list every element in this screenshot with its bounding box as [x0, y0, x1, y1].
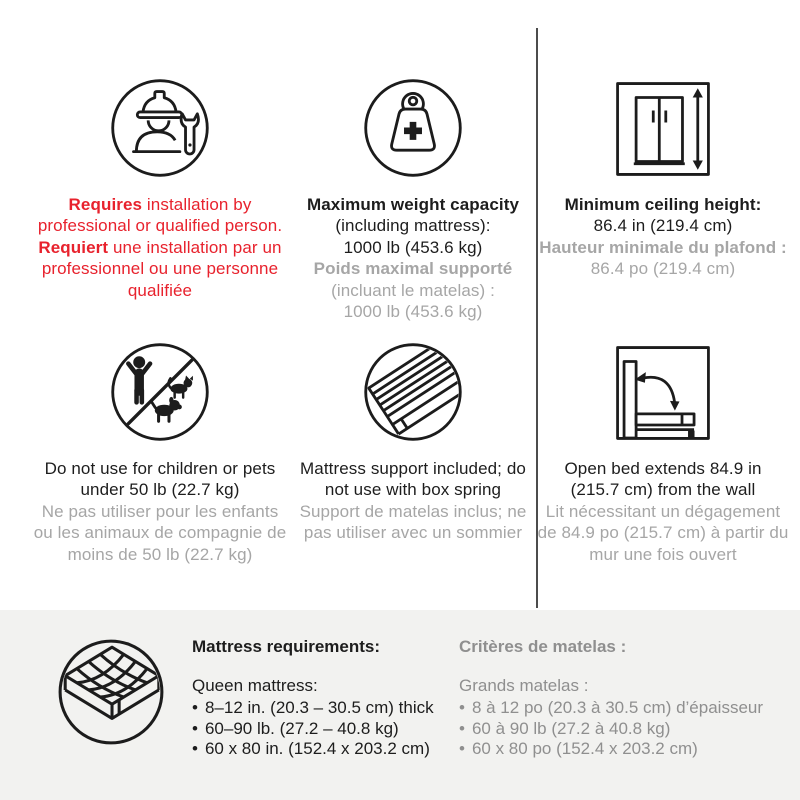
list-item: • 60 x 80 po (152.4 x 203.2 cm): [459, 739, 763, 760]
installation-requirement-text: [38, 194, 282, 301]
text-line: mur une fois ouvert: [589, 544, 737, 564]
text-line: professional or qualified person.: [37, 216, 283, 236]
no-children-pets-icon: [108, 340, 212, 444]
text-line: (215.7 cm) from the wall: [570, 480, 756, 500]
list-item: • 8 à 12 po (20.3 à 30.5 cm) d’épaisseur: [459, 698, 763, 719]
text-line: (incluant le matelas) :: [331, 280, 495, 300]
text-line: Do not use for children or pets: [44, 459, 276, 478]
installer-icon: [108, 76, 212, 180]
criteres-matelas-heading: Critères de matelas :: [459, 637, 627, 656]
mattress-requirements-panel: [0, 610, 800, 800]
no-children-pets-text: [34, 458, 287, 565]
ceiling-height-icon: [612, 76, 714, 180]
open-bed-clearance-block: [537, 340, 789, 565]
text-line: Mattress support included; do: [300, 459, 526, 478]
text-line: 1000 lb (453.6 kg): [343, 302, 483, 322]
mattress-specs-list-en: [192, 698, 434, 760]
text-line: Lit nécessitant un dégagement: [545, 501, 781, 521]
mattress-requirements-heading: Mattress requirements:: [192, 637, 381, 656]
text-line: Maximum weight capacity: [306, 195, 520, 214]
ceiling-height-block: [539, 76, 787, 280]
text-line: Hauteur minimale du plafond :: [539, 237, 787, 257]
mattress-support-text: [300, 458, 527, 544]
text-line: 86.4 in (219.4 cm): [593, 216, 733, 236]
text-line: ou les animaux de compagnie de: [33, 523, 287, 543]
ceiling-height-text: [539, 194, 787, 280]
text-line: 86.4 po (219.4 cm): [590, 259, 736, 279]
text-line: Support de matelas inclus; ne: [299, 501, 527, 521]
column-divider: [536, 28, 538, 608]
text-line: (including mattress):: [335, 216, 491, 236]
text-line: Requiert une installation par un: [38, 237, 282, 257]
text-line: pas utiliser avec un sommier: [303, 523, 523, 543]
text-line: moins de 50 lb (22.7 kg): [67, 544, 253, 564]
open-bed-clearance-text: [538, 458, 789, 565]
mattress-support-icon: [361, 340, 465, 444]
list-item: • 60 x 80 in. (152.4 x 203.2 cm): [192, 739, 434, 760]
text-line: de 84.9 po (215.7 cm) à partir du: [537, 523, 789, 543]
text-line: under 50 lb (22.7 kg): [80, 480, 240, 500]
text-line: 1000 lb (453.6 kg): [343, 237, 483, 257]
installation-requirement-block: [20, 76, 300, 301]
weight-capacity-block: [288, 76, 538, 322]
grands-matelas-label: Grands matelas :: [459, 676, 589, 695]
mattress-support-block: [288, 340, 538, 544]
list-item: • 60–90 lb. (27.2 – 40.8 kg): [192, 719, 434, 740]
list-item: • 60 à 90 lb (27.2 à 40.8 kg): [459, 719, 763, 740]
mattress-icon: [54, 636, 168, 755]
text-line: professionnel ou une personne: [41, 259, 279, 279]
weight-icon: [361, 76, 465, 180]
open-bed-icon: [612, 340, 714, 444]
no-children-pets-block: [20, 340, 300, 565]
text-line: Ne pas utiliser pour les enfants: [41, 501, 279, 521]
list-item: • 8–12 in. (20.3 – 30.5 cm) thick: [192, 698, 434, 719]
text-line: Open bed extends 84.9 in: [564, 459, 762, 478]
text-line: Requires installation by: [68, 195, 252, 214]
text-line: qualifiée: [127, 280, 193, 300]
mattress-requirements-english: [192, 637, 434, 760]
queen-mattress-label: Queen mattress:: [192, 676, 318, 695]
text-line: Poids maximal supporté: [313, 259, 513, 279]
text-line: Minimum ceiling height:: [564, 195, 762, 214]
weight-capacity-text: [307, 194, 519, 322]
mattress-specs-list-fr: [459, 698, 763, 760]
mattress-requirements-french: [459, 637, 763, 760]
text-line: not use with box spring: [324, 480, 502, 500]
